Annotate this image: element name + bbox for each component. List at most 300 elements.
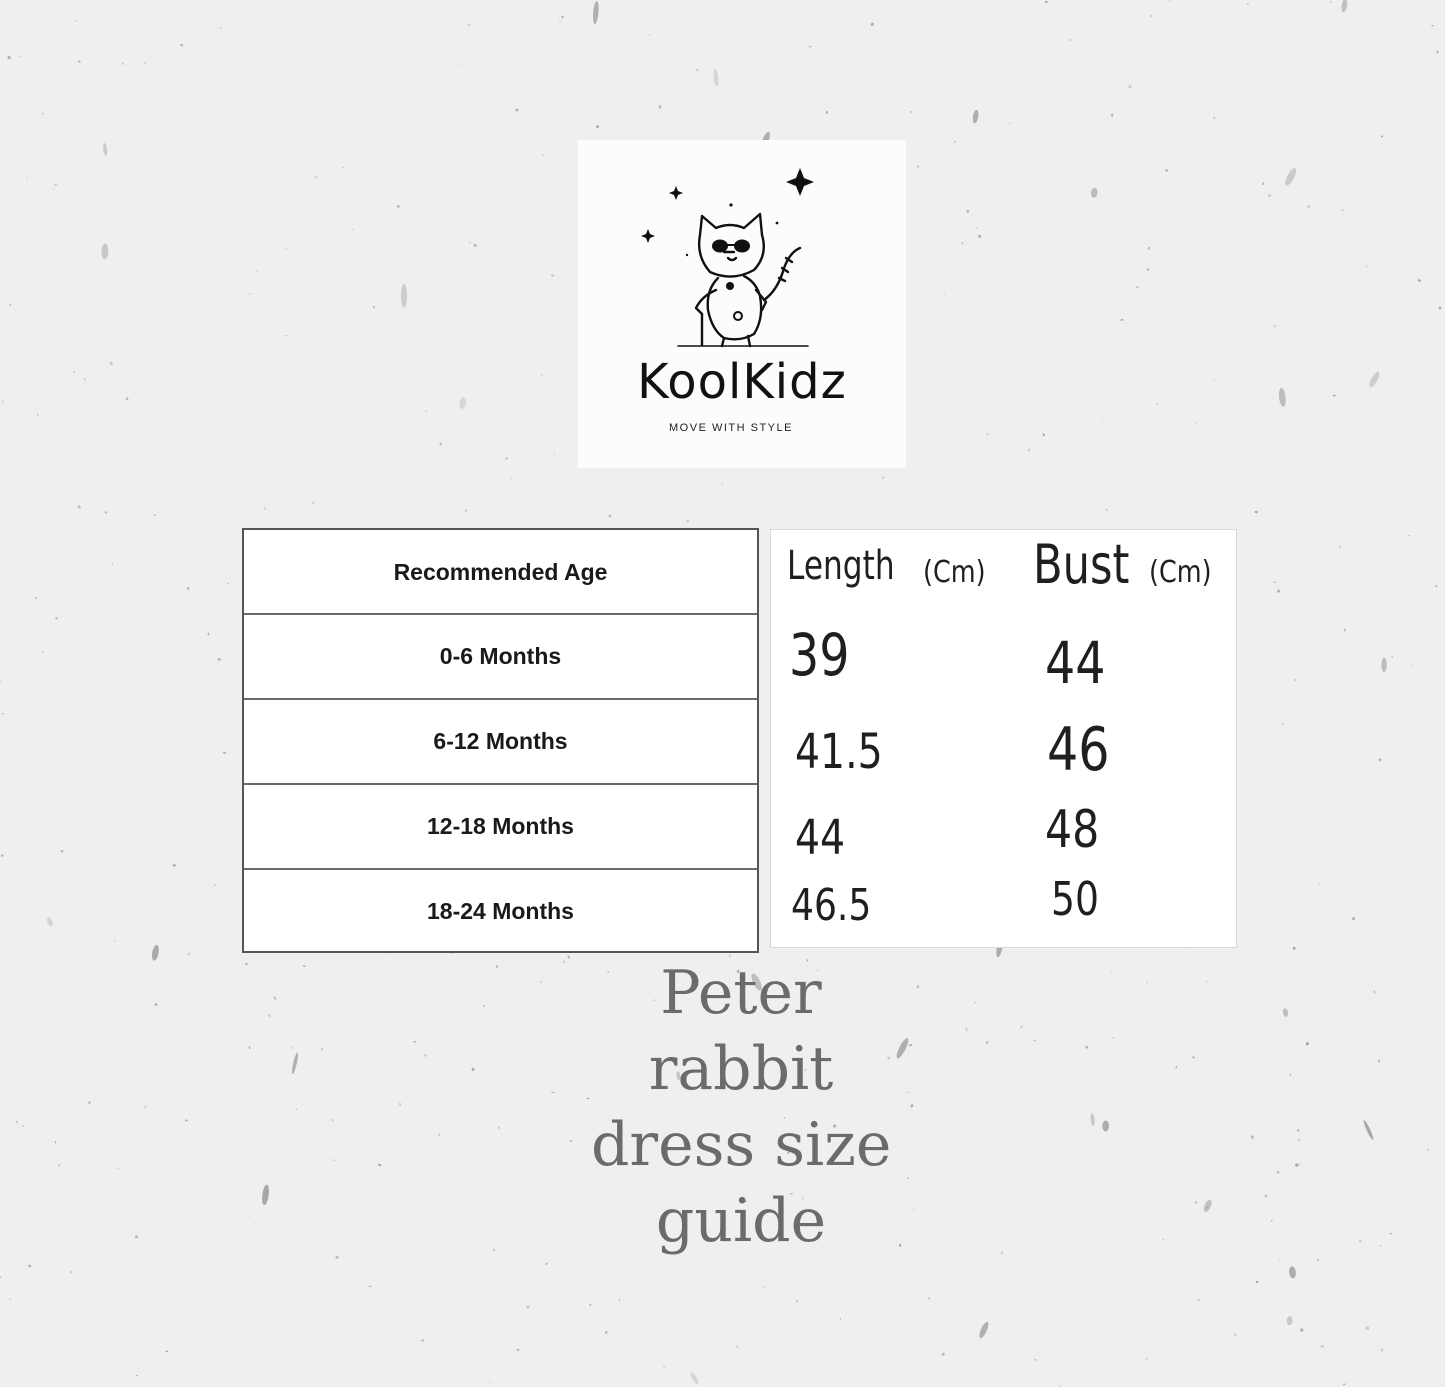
speckle	[1368, 370, 1382, 388]
speckle	[1341, 209, 1344, 211]
speckle	[1278, 1258, 1280, 1260]
speckle	[1213, 379, 1215, 381]
speckle	[1341, 0, 1348, 13]
speckle	[881, 476, 885, 480]
speckle	[103, 143, 108, 156]
speckle	[373, 305, 376, 308]
speckle	[489, 1381, 491, 1383]
speckle	[1254, 511, 1258, 514]
title-line-4: guide	[655, 1186, 827, 1256]
speckle	[1282, 723, 1284, 725]
speckle	[986, 432, 989, 435]
speckle	[505, 457, 509, 461]
speckle	[1320, 1345, 1324, 1349]
speckle	[496, 965, 498, 968]
speckle	[1318, 882, 1320, 885]
speckle	[109, 361, 113, 365]
speckle	[540, 980, 542, 983]
length-value-2: 44	[795, 810, 846, 866]
speckle	[954, 140, 957, 143]
speckle	[291, 1046, 293, 1049]
speckle	[561, 15, 564, 19]
speckle	[73, 371, 76, 373]
speckle	[1085, 1046, 1088, 1049]
speckle	[135, 1235, 138, 1238]
brand-logo	[578, 140, 906, 468]
speckle	[1378, 758, 1381, 761]
speckle	[545, 1263, 548, 1266]
speckle	[285, 248, 287, 250]
speckle	[285, 335, 287, 337]
age-row-3: 18-24 Months	[244, 868, 757, 953]
speckle	[497, 1126, 500, 1129]
speckle	[906, 1091, 909, 1093]
speckle	[214, 884, 217, 886]
speckle	[261, 1184, 270, 1205]
speckle	[972, 109, 979, 123]
speckle	[1090, 1113, 1095, 1126]
speckle	[42, 112, 44, 115]
speckle	[895, 1037, 911, 1060]
speckle	[153, 514, 156, 516]
speckle	[207, 632, 210, 635]
speckle	[1381, 135, 1384, 137]
speckle	[7, 55, 11, 59]
speckle	[332, 1159, 336, 1162]
speckle	[1028, 448, 1030, 451]
speckle	[927, 1297, 930, 1299]
speckle	[942, 1352, 945, 1356]
speckle	[1213, 117, 1216, 120]
speckle	[659, 105, 662, 109]
speckle	[1033, 1040, 1036, 1042]
speckle	[1438, 306, 1441, 309]
speckle	[1294, 679, 1296, 681]
speckle	[907, 1177, 909, 1179]
speckle	[974, 1002, 977, 1004]
speckle	[1381, 1349, 1383, 1352]
speckle	[75, 20, 77, 22]
speckle	[957, 1105, 958, 1107]
speckle	[217, 657, 221, 661]
speckle	[1332, 394, 1335, 396]
speckle	[352, 228, 354, 230]
speckle	[1009, 122, 1011, 124]
speckle	[474, 244, 477, 247]
bust-value-1: 46	[1047, 715, 1110, 785]
speckle	[808, 46, 811, 48]
speckle	[144, 62, 146, 65]
speckle	[944, 293, 946, 295]
speckle	[256, 270, 258, 272]
speckle	[870, 22, 874, 26]
speckle	[1277, 589, 1280, 593]
title-line-3: dress size	[591, 1110, 892, 1180]
speckle	[1197, 1299, 1200, 1301]
speckle	[592, 1, 599, 24]
speckle	[249, 1046, 251, 1049]
speckle	[796, 1300, 798, 1303]
speckle	[291, 1052, 299, 1074]
speckle	[70, 1270, 73, 1273]
speckle	[966, 210, 969, 214]
speckle	[736, 1345, 739, 1348]
speckle	[21, 1125, 24, 1127]
speckle	[1330, 1, 1332, 3]
age-row-2: 12-18 Months	[244, 783, 757, 868]
length-value-1: 41.5	[795, 724, 883, 780]
speckle	[60, 849, 64, 853]
speckle	[460, 63, 462, 65]
speckle	[917, 165, 920, 168]
speckle	[686, 520, 689, 523]
speckle	[1297, 1138, 1300, 1142]
speckle	[762, 1286, 765, 1288]
speckle	[910, 1104, 914, 1108]
speckle	[978, 1321, 991, 1340]
age-header: Recommended Age	[393, 559, 608, 585]
speckle	[1262, 182, 1265, 185]
speckle	[978, 234, 982, 238]
speckle	[1034, 1359, 1037, 1361]
speckle	[154, 1003, 157, 1006]
speckle	[975, 227, 978, 230]
speckle	[559, 20, 561, 22]
speckle	[1362, 1120, 1374, 1141]
age-row-0: 0-6 Months	[244, 613, 757, 698]
speckle	[1289, 1266, 1297, 1279]
speckle	[35, 597, 37, 600]
speckle	[185, 1119, 189, 1122]
speckle	[83, 378, 86, 381]
age-row-1: 6-12 Months	[244, 698, 757, 783]
speckle	[826, 111, 828, 114]
speckle	[465, 509, 468, 513]
speckle	[1175, 1066, 1177, 1069]
speckle	[117, 1167, 119, 1169]
speckle	[1090, 187, 1098, 198]
speckle	[413, 1041, 416, 1043]
speckle	[226, 582, 228, 585]
speckle	[368, 1286, 371, 1288]
speckle	[19, 55, 23, 57]
speckle	[1195, 422, 1198, 424]
measurement-panel	[770, 529, 1237, 948]
speckle	[1150, 15, 1153, 18]
speckle	[1001, 1251, 1003, 1255]
speckle	[249, 293, 252, 295]
speckle	[483, 1005, 485, 1007]
speckle	[526, 1305, 530, 1309]
speckle	[1111, 114, 1113, 117]
age-table	[242, 528, 759, 953]
speckle	[37, 413, 39, 416]
speckle	[421, 1339, 425, 1342]
speckle	[1268, 194, 1271, 197]
speckle	[9, 304, 12, 306]
speckle	[1435, 585, 1438, 588]
speckle	[1366, 265, 1368, 268]
speckle	[1307, 205, 1311, 209]
speckle	[619, 1299, 620, 1301]
speckle	[1436, 50, 1438, 53]
speckle	[1102, 420, 1104, 422]
speckle	[596, 125, 599, 128]
speckle	[605, 1331, 608, 1335]
speckle	[1380, 1245, 1382, 1247]
speckle	[1045, 0, 1048, 3]
speckle	[104, 511, 107, 513]
speckle	[1295, 1163, 1299, 1167]
speckle	[303, 965, 306, 967]
speckle	[1408, 535, 1411, 536]
cat-mascot-icon	[578, 140, 906, 468]
speckle	[1020, 1025, 1023, 1028]
speckle	[425, 410, 428, 412]
speckle	[1283, 167, 1298, 187]
speckle	[1195, 1201, 1198, 1204]
speckle	[913, 1208, 914, 1211]
speckle	[1202, 1199, 1213, 1213]
speckle	[1251, 1135, 1254, 1139]
speckle	[1147, 268, 1150, 272]
brand-tagline: MOVE WITH STYLE	[669, 422, 793, 434]
speckle	[397, 205, 401, 208]
speckle	[899, 1244, 902, 1247]
speckle	[186, 586, 190, 590]
speckle	[1359, 1240, 1362, 1242]
speckle	[1111, 971, 1113, 973]
speckle	[16, 1120, 18, 1123]
speckle	[255, 1223, 257, 1225]
speckle	[1112, 1037, 1115, 1039]
speckle	[1286, 1316, 1292, 1325]
speckle	[88, 1101, 91, 1104]
speckle	[188, 952, 190, 955]
speckle	[553, 453, 555, 454]
speckle	[136, 1375, 139, 1377]
speckle	[562, 960, 565, 963]
speckle	[1120, 319, 1123, 321]
speckle	[469, 242, 471, 244]
speckle	[54, 184, 57, 186]
speckle	[1168, 0, 1170, 1]
speckle	[648, 34, 651, 36]
speckle	[1297, 1129, 1300, 1132]
speckle	[401, 284, 407, 308]
speckle	[42, 651, 44, 653]
speckle	[551, 274, 555, 277]
speckle	[1, 854, 4, 857]
speckle	[1147, 247, 1150, 251]
speckle	[245, 963, 248, 966]
speckle	[125, 397, 129, 400]
speckle	[58, 1164, 60, 1166]
bust-header: Bust	[1033, 533, 1130, 596]
speckle	[1274, 581, 1276, 583]
speckle	[1289, 1073, 1291, 1076]
speckle	[492, 1249, 495, 1252]
speckle	[1344, 629, 1346, 632]
speckle	[1316, 1258, 1319, 1261]
bust-value-3: 50	[1051, 872, 1100, 926]
speckle	[180, 44, 183, 47]
speckle	[331, 1118, 333, 1121]
speckle	[986, 1041, 988, 1044]
speckle	[54, 1141, 56, 1144]
speckle	[1300, 1328, 1304, 1332]
speckle	[663, 1366, 666, 1368]
speckle	[0, 681, 2, 683]
speckle	[1271, 1219, 1273, 1221]
length-unit: (Cm)	[923, 555, 986, 590]
speckle	[101, 244, 108, 260]
speckle	[1102, 1120, 1109, 1131]
title-line-2: rabbit	[648, 1034, 834, 1104]
speckle	[1352, 917, 1356, 921]
speckle	[25, 177, 28, 179]
speckle	[961, 242, 963, 245]
speckle	[1293, 947, 1296, 950]
speckle	[515, 108, 519, 112]
speckle	[2, 713, 4, 715]
speckle	[122, 62, 124, 65]
speckle	[586, 1098, 589, 1099]
speckle	[1162, 1238, 1165, 1241]
speckle	[321, 1048, 323, 1051]
speckle	[1389, 1232, 1392, 1234]
speckle	[540, 374, 543, 376]
speckle	[144, 1106, 146, 1109]
speckle	[1136, 286, 1139, 288]
speckle	[1343, 1383, 1346, 1385]
page-title	[591, 955, 891, 1259]
speckle	[1247, 3, 1249, 4]
speckle	[1411, 664, 1412, 666]
speckle	[608, 514, 611, 517]
speckle	[1146, 981, 1148, 983]
speckle	[78, 60, 81, 63]
speckle	[172, 864, 176, 867]
speckle	[2, 400, 4, 403]
speckle	[1339, 546, 1341, 548]
speckle	[1234, 1334, 1237, 1337]
speckle	[965, 1028, 967, 1031]
bust-unit: (Cm)	[1149, 555, 1212, 590]
length-value-3: 46.5	[791, 880, 872, 931]
speckle	[696, 69, 699, 71]
speckle	[1391, 655, 1394, 658]
speckle	[342, 166, 344, 168]
speckle	[264, 507, 265, 510]
speckle	[1383, 1348, 1384, 1349]
speckle	[1305, 1042, 1309, 1046]
speckle	[1256, 1280, 1259, 1283]
speckle	[542, 154, 544, 155]
speckle	[1156, 403, 1159, 405]
speckle	[721, 482, 722, 484]
speckle	[459, 397, 467, 410]
speckle	[274, 996, 277, 1000]
brand-name: KoolKidz	[637, 354, 847, 410]
speckle	[46, 916, 54, 927]
speckle	[1192, 1056, 1195, 1059]
speckle	[1378, 1059, 1380, 1062]
speckle	[1373, 990, 1375, 994]
speckle	[1069, 39, 1072, 41]
speckle	[1273, 325, 1276, 328]
speckle	[516, 1348, 520, 1351]
speckle	[916, 985, 919, 989]
speckle	[165, 1350, 168, 1352]
speckle	[1282, 1008, 1288, 1017]
speckle	[471, 1067, 475, 1071]
speckle	[378, 1163, 382, 1166]
speckle	[1165, 169, 1168, 172]
bust-value-0: 44	[1045, 629, 1106, 697]
speckle	[601, 1374, 602, 1375]
speckle	[551, 1092, 555, 1094]
speckle	[689, 1372, 699, 1386]
speckle	[840, 1318, 841, 1321]
speckle	[9, 1298, 10, 1299]
speckle	[268, 1014, 271, 1018]
speckle	[569, 1139, 573, 1142]
speckle	[910, 111, 912, 113]
speckle	[1365, 1326, 1369, 1330]
bust-value-2: 48	[1045, 800, 1100, 860]
speckle	[28, 1264, 32, 1268]
length-value-0: 39	[789, 621, 850, 689]
speckle	[438, 1133, 439, 1136]
speckle	[399, 1103, 400, 1106]
speckle	[424, 1054, 428, 1058]
length-header: Length	[787, 543, 895, 589]
speckle	[467, 23, 470, 27]
speckle	[151, 944, 160, 961]
speckle	[78, 505, 82, 509]
speckle	[1264, 1194, 1267, 1197]
speckle	[1381, 658, 1386, 673]
speckle	[114, 940, 116, 942]
speckle	[1207, 981, 1208, 983]
speckle	[439, 442, 443, 446]
speckle	[510, 477, 513, 479]
speckle	[1042, 433, 1045, 436]
speckle	[1145, 1358, 1148, 1361]
speckle	[1278, 388, 1287, 408]
speckle	[55, 617, 58, 620]
speckle	[0, 1276, 1, 1279]
speckle	[220, 27, 222, 29]
speckle	[295, 1109, 297, 1111]
speckle	[223, 752, 227, 754]
speckle	[312, 501, 315, 504]
speckle	[1427, 1149, 1428, 1151]
speckle	[1417, 279, 1421, 282]
speckle	[53, 188, 54, 189]
speckle	[1277, 1171, 1280, 1174]
speckle	[1299, 1163, 1301, 1165]
title-line-1: Peter	[660, 958, 822, 1028]
speckle	[1431, 25, 1434, 27]
speckle	[1105, 508, 1107, 511]
speckle	[1128, 85, 1132, 89]
speckle	[567, 955, 570, 959]
speckle	[713, 69, 720, 87]
speckle	[589, 1304, 592, 1306]
speckle	[314, 175, 318, 179]
